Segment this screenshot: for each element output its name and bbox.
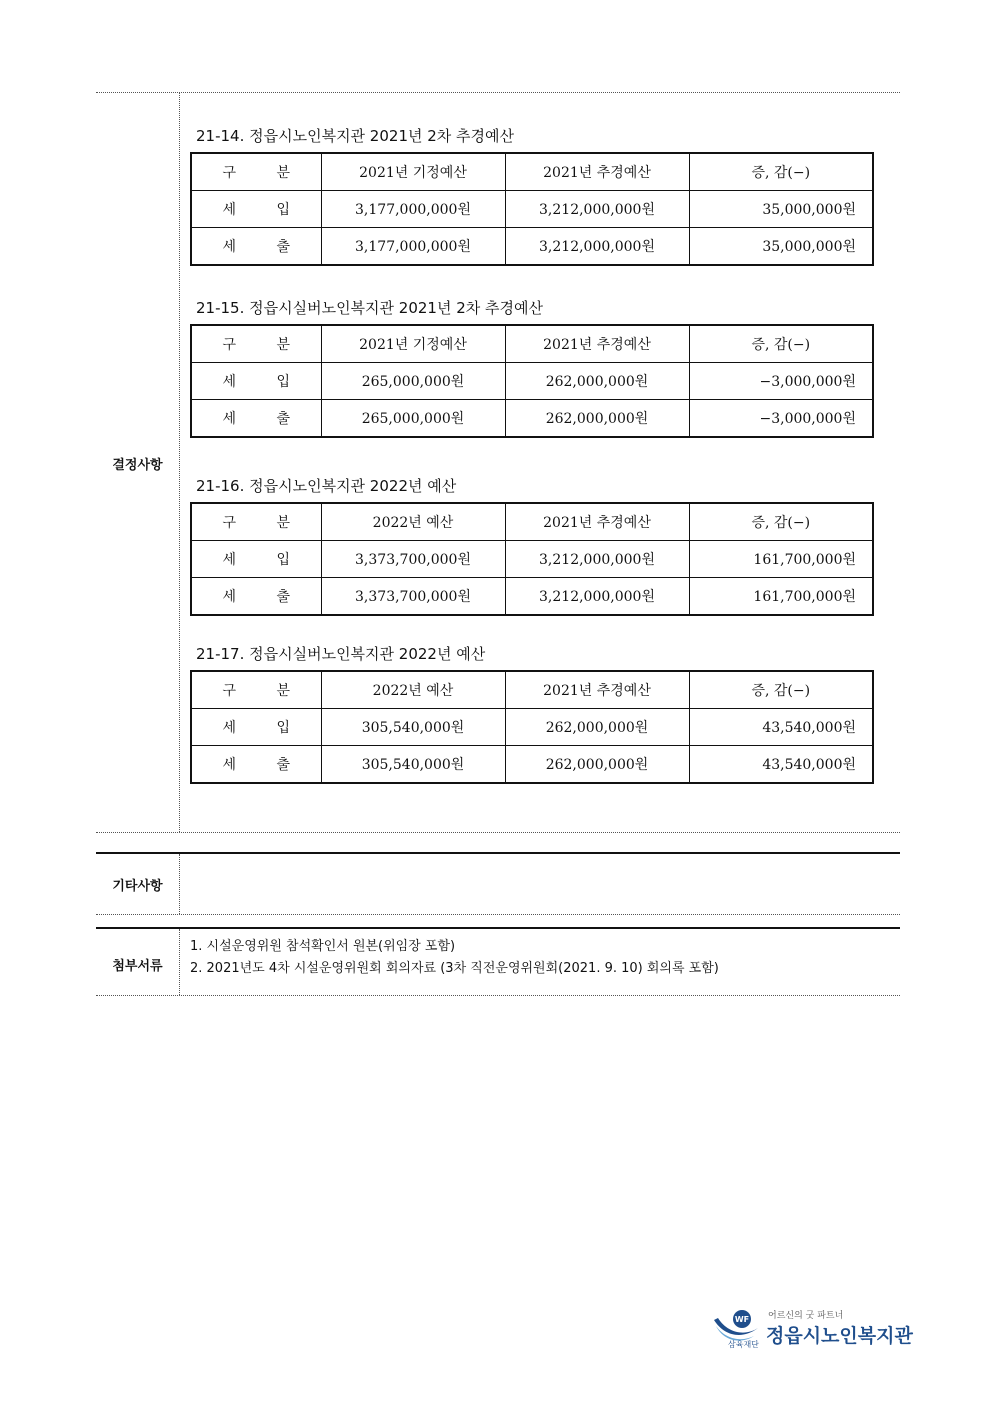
header-category: 구 분 — [191, 671, 321, 709]
budget-21-17 — [190, 644, 874, 784]
row-label: 세 출 — [191, 746, 321, 784]
budget-title: 21-15. 정읍시실버노인복지관 2021년 2차 추경예산 — [196, 299, 543, 317]
table-header-row — [191, 503, 873, 541]
table-row — [191, 363, 873, 400]
header-col-1: 2021년 기정예산 — [321, 153, 505, 191]
cell-value: 262,000,000원 — [505, 709, 689, 746]
other-label: 기타사항 — [112, 879, 163, 894]
organization-logo — [712, 1306, 913, 1352]
table-row — [191, 541, 873, 578]
budget-table — [190, 152, 874, 266]
row-label: 세 출 — [191, 400, 321, 438]
cell-value: 305,540,000원 — [321, 709, 505, 746]
header-category: 구 분 — [191, 503, 321, 541]
cell-change: 35,000,000원 — [689, 228, 873, 266]
cell-change: 161,700,000원 — [689, 578, 873, 616]
cell-value: 3,212,000,000원 — [505, 191, 689, 228]
budget-table — [190, 502, 874, 616]
decision-bottom-divider — [96, 832, 900, 833]
cell-value: 265,000,000원 — [321, 363, 505, 400]
table-row — [191, 578, 873, 616]
table-header-row — [191, 671, 873, 709]
row-label: 세 입 — [191, 191, 321, 228]
attach-bottom-divider — [96, 995, 900, 996]
other-top-divider — [96, 852, 900, 854]
cell-value: 3,212,000,000원 — [505, 541, 689, 578]
header-change: 증, 감(−) — [689, 153, 873, 191]
table-row — [191, 746, 873, 784]
budget-title: 21-17. 정읍시실버노인복지관 2022년 예산 — [196, 645, 486, 663]
table-header-row — [191, 153, 873, 191]
header-col-1: 2021년 기정예산 — [321, 325, 505, 363]
cell-value: 3,373,700,000원 — [321, 541, 505, 578]
header-col-2: 2021년 추경예산 — [505, 325, 689, 363]
budget-table — [190, 324, 874, 438]
header-col-1: 2022년 예산 — [321, 671, 505, 709]
cell-value: 3,373,700,000원 — [321, 578, 505, 616]
row-label: 세 출 — [191, 228, 321, 266]
budget-table — [190, 670, 874, 784]
budget-title: 21-14. 정읍시노인복지관 2021년 2차 추경예산 — [196, 127, 515, 145]
header-col-2: 2021년 추경예산 — [505, 153, 689, 191]
logo-badge-text: WF — [734, 1315, 750, 1324]
logo-foundation: 삼육재단 — [728, 1340, 759, 1349]
budget-21-16 — [190, 476, 874, 616]
budget-21-14 — [190, 126, 874, 266]
cell-change: 35,000,000원 — [689, 191, 873, 228]
decision-column-divider — [179, 92, 180, 832]
cell-value: 262,000,000원 — [505, 746, 689, 784]
cell-value: 3,177,000,000원 — [321, 191, 505, 228]
row-label: 세 입 — [191, 709, 321, 746]
cell-change: 43,540,000원 — [689, 746, 873, 784]
attachment-list — [190, 936, 719, 980]
header-change: 증, 감(−) — [689, 671, 873, 709]
table-row — [191, 709, 873, 746]
cell-change: 43,540,000원 — [689, 709, 873, 746]
attachment-item: 1. 시설운영위원 참석확인서 원본(위임장 포함) — [190, 939, 456, 954]
table-row — [191, 228, 873, 266]
other-column-divider — [179, 854, 180, 914]
cell-value: 3,177,000,000원 — [321, 228, 505, 266]
row-label: 세 입 — [191, 363, 321, 400]
header-col-2: 2021년 추경예산 — [505, 671, 689, 709]
attach-top-divider — [96, 927, 900, 929]
cell-value: 305,540,000원 — [321, 746, 505, 784]
header-category: 구 분 — [191, 153, 321, 191]
table-header-row — [191, 325, 873, 363]
budget-title: 21-16. 정읍시노인복지관 2022년 예산 — [196, 477, 457, 495]
cell-change: 161,700,000원 — [689, 541, 873, 578]
header-col-2: 2021년 추경예산 — [505, 503, 689, 541]
row-label: 세 입 — [191, 541, 321, 578]
table-row — [191, 191, 873, 228]
row-label: 세 출 — [191, 578, 321, 616]
cell-value: 262,000,000원 — [505, 400, 689, 438]
top-divider — [96, 92, 900, 93]
decision-label: 결정사항 — [112, 458, 163, 473]
attachment-item: 2. 2021년도 4차 시설운영위원회 회의자료 (3차 직전운영위원회(2021. 9. 10) 회의록 포함) — [190, 961, 719, 976]
cell-value: 262,000,000원 — [505, 363, 689, 400]
cell-value: 3,212,000,000원 — [505, 578, 689, 616]
cell-value: 3,212,000,000원 — [505, 228, 689, 266]
cell-change: −3,000,000원 — [689, 400, 873, 438]
logo-name: 정읍시노인복지관 — [766, 1325, 913, 1347]
cell-value: 265,000,000원 — [321, 400, 505, 438]
cell-change: −3,000,000원 — [689, 363, 873, 400]
attach-label: 첨부서류 — [112, 959, 163, 974]
header-change: 증, 감(−) — [689, 503, 873, 541]
table-row — [191, 400, 873, 438]
header-change: 증, 감(−) — [689, 325, 873, 363]
header-category: 구 분 — [191, 325, 321, 363]
budget-21-15 — [190, 298, 874, 438]
attach-column-divider — [179, 929, 180, 995]
other-bottom-divider — [96, 914, 900, 915]
logo-tagline: 어르신의 굿 파트너 — [768, 1311, 844, 1321]
header-col-1: 2022년 예산 — [321, 503, 505, 541]
